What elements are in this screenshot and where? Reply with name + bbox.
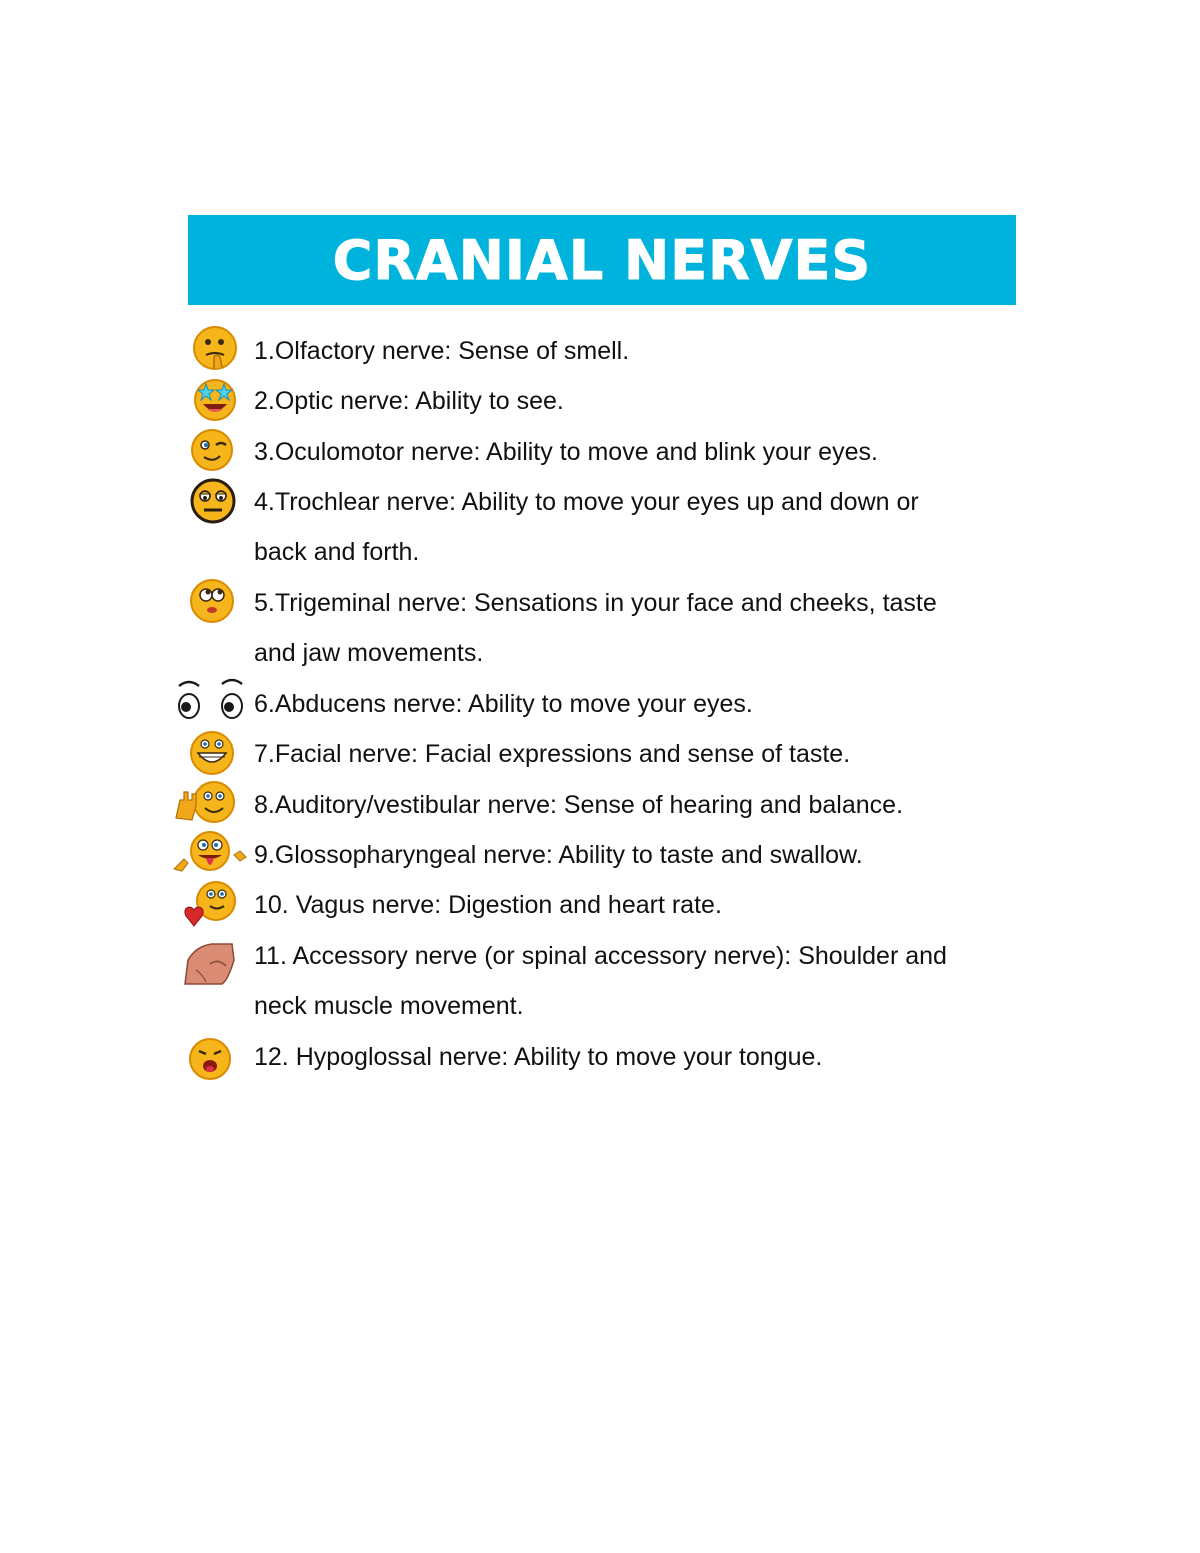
nerve-text-line: 5.Trigeminal nerve: Sensations in your face and cheeks, taste bbox=[254, 589, 937, 617]
nerve-text bbox=[254, 780, 1054, 830]
nerve-text bbox=[254, 376, 1054, 426]
nerve-text-line: 3.Oculomotor nerve: Ability to move and blink your eyes. bbox=[254, 438, 878, 466]
nerve-text bbox=[254, 729, 1054, 779]
page-title: CRANIAL NERVES bbox=[332, 228, 872, 292]
rolling-eyes-emoji-icon bbox=[188, 577, 236, 625]
nerve-text-line: 11. Accessory nerve (or spinal accessory nerve): Shoulder and bbox=[254, 942, 947, 970]
star-eyes-emoji-icon bbox=[192, 376, 238, 422]
heart-hug-emoji-icon bbox=[180, 880, 240, 928]
nerve-text-line: 12. Hypoglossal nerve: Ability to move your tongue. bbox=[254, 1043, 823, 1071]
waving-emoji-icon bbox=[172, 780, 238, 826]
shoulder-icon bbox=[182, 940, 236, 986]
nerve-text bbox=[254, 1032, 1054, 1082]
nerve-text-line: 2.Optic nerve: Ability to see. bbox=[254, 387, 564, 415]
shocked-tongue-emoji-icon bbox=[188, 1037, 232, 1081]
nerve-text-line: and jaw movements. bbox=[254, 639, 484, 667]
tongue-out-emoji-icon bbox=[172, 829, 254, 877]
nerve-text-line: 4.Trochlear nerve: Ability to move your eyes up and down or bbox=[254, 488, 919, 516]
nerve-text-line: 9.Glossopharyngeal nerve: Ability to taste and swallow. bbox=[254, 841, 863, 869]
neutral-face-emoji-icon bbox=[189, 477, 237, 525]
nerve-text bbox=[254, 931, 1054, 1031]
nerve-text bbox=[254, 830, 1054, 880]
winking-emoji-icon bbox=[190, 427, 236, 473]
nerve-text-line: 8.Auditory/vestibular nerve: Sense of hearing and balance. bbox=[254, 791, 904, 819]
nerve-text-line: 7.Facial nerve: Facial expressions and sense of taste. bbox=[254, 740, 851, 768]
eyes-icon bbox=[174, 676, 250, 722]
nerve-text-line: neck muscle movement. bbox=[254, 992, 524, 1020]
nerve-text-line: back and forth. bbox=[254, 538, 420, 566]
nerve-text-line: 10. Vagus nerve: Digestion and heart rate. bbox=[254, 891, 722, 919]
nerve-text-line: 6.Abducens nerve: Ability to move your eyes. bbox=[254, 690, 753, 718]
nerve-text bbox=[254, 326, 1054, 376]
thinking-emoji-icon bbox=[192, 325, 238, 371]
nerve-text bbox=[254, 477, 1054, 577]
nerve-text bbox=[254, 880, 1054, 930]
nerve-text bbox=[254, 427, 1054, 477]
nerve-text-line: 1.Olfactory nerve: Sense of smell. bbox=[254, 337, 630, 365]
grinning-emoji-icon bbox=[189, 730, 235, 776]
nerve-text bbox=[254, 578, 1054, 678]
nerve-text bbox=[254, 679, 1054, 729]
